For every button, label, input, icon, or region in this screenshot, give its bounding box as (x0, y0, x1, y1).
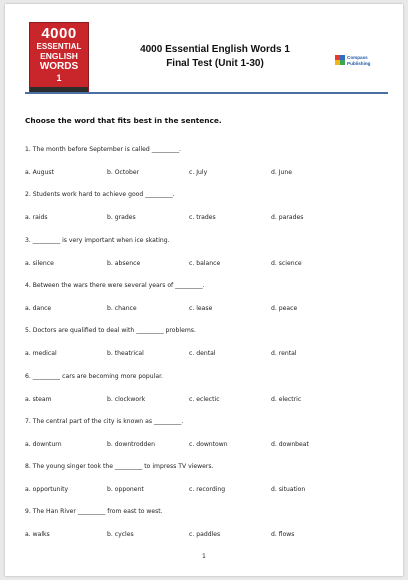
question-2-option-a: a. raids (25, 214, 48, 222)
question-9-option-c: c. paddles (189, 531, 221, 539)
question-8-option-c: c. recording (189, 486, 226, 494)
publisher-name-line1: Compass (347, 55, 368, 60)
cover-word-english: ENGLISH (40, 51, 78, 61)
question-9: 9. The Han River _________ from east to west. (25, 508, 163, 516)
question-2: 2. Students work hard to achieve good _________. (25, 191, 175, 199)
question-5-option-a: a. medical (25, 350, 57, 358)
question-6: 6. _________ cars are becoming more popular. (25, 372, 163, 380)
question-8-option-b: b. opponent (107, 486, 144, 494)
question-7: 7. The central part of the city is known as _________. (25, 417, 184, 425)
question-7-option-c: c. downtown (189, 440, 228, 448)
question-2-option-d: d. parades (271, 214, 304, 222)
header-divider (25, 92, 388, 94)
question-7-option-b: b. downtrodden (107, 440, 156, 448)
question-4: 4. Between the wars there were several years of _________. (25, 281, 205, 289)
cover-word-essential: ESSENTIAL (36, 42, 82, 51)
question-7-option-a: a. downturn (25, 440, 62, 448)
question-6-option-d: d. electric (271, 395, 302, 403)
question-3-option-c: c. balance (189, 259, 221, 267)
question-3-option-d: d. science (271, 259, 302, 267)
question-6-option-b: b. clockwork (107, 395, 146, 403)
question-1: 1. The month before September is called _________. (25, 146, 182, 153)
question-8: 8. The young singer took the _________ to impress TV viewers. (25, 463, 214, 471)
question-1-option-a: a. August (25, 169, 54, 176)
question-9-option-b: b. cycles (107, 531, 134, 539)
question-8-option-a: a. opportunity (25, 486, 69, 494)
cover-level: 1 (56, 73, 62, 83)
question-7-option-d: d. downbeat (271, 440, 309, 448)
compass-logo-icon (335, 55, 345, 65)
question-4-option-c: c. lease (189, 304, 213, 312)
question-5-option-c: c. dental (189, 350, 216, 358)
question-1-option-b: b. October (107, 169, 140, 176)
question-4-option-d: d. peace (271, 304, 298, 312)
question-6-option-c: c. eclectic (189, 395, 220, 403)
page-subtitle: Final Test (Unit 1-30) (166, 58, 264, 69)
question-4-option-b: b. chance (107, 304, 137, 312)
question-8-option-d: d. situation (271, 486, 306, 494)
book-cover-image (29, 22, 89, 94)
question-4-option-a: a. dance (25, 304, 52, 312)
instruction: Choose the word that fits best in the sentence. (25, 116, 222, 125)
test-page (5, 4, 403, 576)
page-title: 4000 Essential English Words 1 (140, 44, 290, 55)
question-1-option-c: c. July (189, 169, 208, 176)
question-5-option-d: d. rental (271, 350, 297, 358)
question-5-option-b: b. theatrical (107, 350, 144, 358)
publisher-name-line2: Publishing (347, 61, 371, 66)
question-3-option-b: b. absence (107, 259, 141, 267)
cover-number: 4000 (41, 25, 77, 42)
question-5: 5. Doctors are qualified to deal with _________ problems. (25, 327, 196, 335)
question-3-option-a: a. silence (25, 259, 54, 267)
question-6-option-a: a. steam (25, 395, 52, 403)
question-1-option-d: d. June (271, 169, 293, 176)
question-9-option-d: d. flows (271, 531, 295, 539)
question-3: 3. _________ is very important when ice skating. (25, 236, 170, 244)
page-number: 1 (202, 553, 206, 560)
question-2-option-c: c. trades (189, 214, 216, 222)
question-2-option-b: b. grades (107, 214, 136, 222)
question-9-option-a: a. walks (25, 531, 50, 539)
cover-word-words: WORDS (39, 61, 79, 72)
publisher-logo (335, 54, 381, 68)
